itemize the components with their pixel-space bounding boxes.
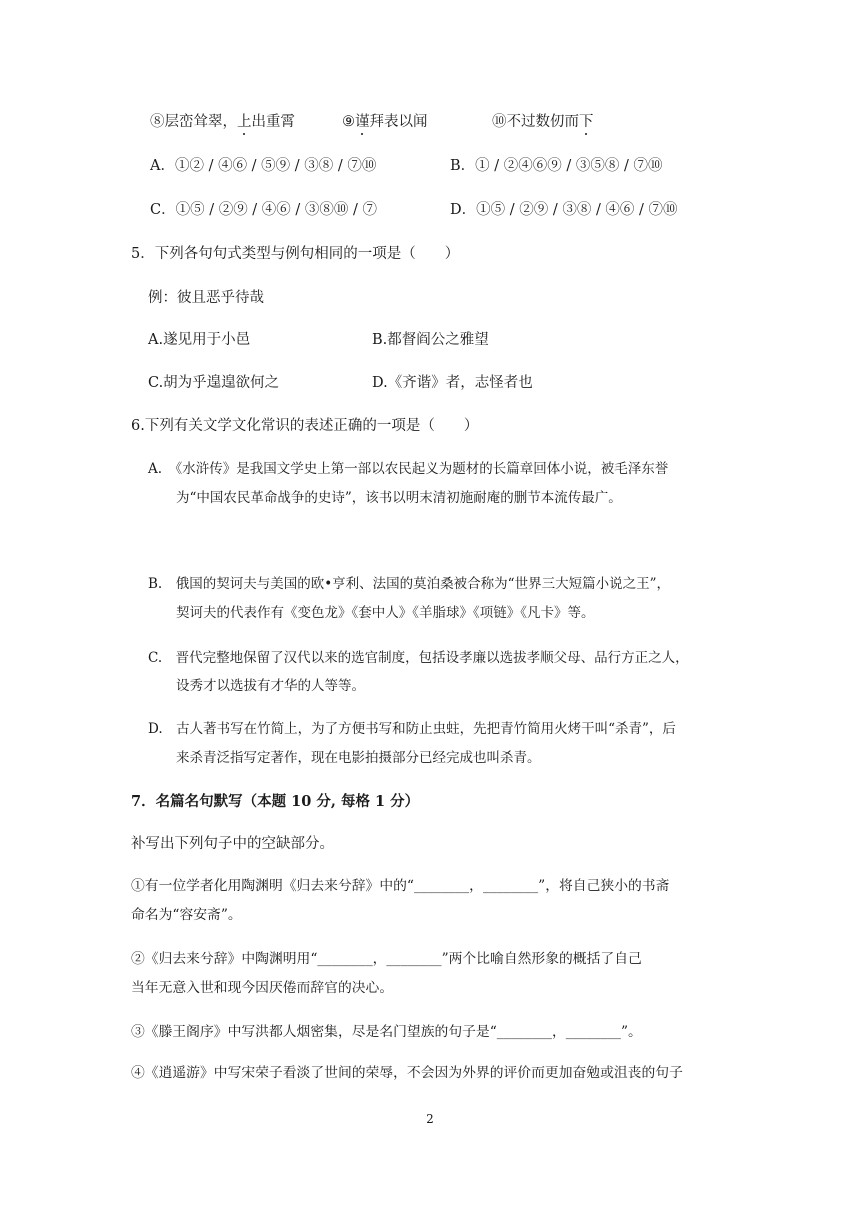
q6-option-b-line1: B. 俄国的契诃夫与美国的欧•亨利、法国的莫泊桑被合称为“世界三大短篇小说之王”， xyxy=(148,576,670,592)
q6-option-d-line2: 来杀青泛指写定著作，现在电影拍摄部分已经完成也叫杀青。 xyxy=(176,750,541,766)
page-number: 2 xyxy=(426,1112,434,1126)
q4-item-9: ⑨谨拜表以闻 xyxy=(342,114,428,130)
q5-option-b: B.都督阎公之雅望 xyxy=(372,332,489,348)
q6-stem: 6.下列有关文学文化常识的表述正确的一项是（ ） xyxy=(131,418,479,434)
q7-item-2-line2: 当年无意入世和现今因厌倦而辞官的决心。 xyxy=(131,980,394,996)
q4-option-b: B．① / ②④⑥⑨ / ③⑤⑧ / ⑦⑩ xyxy=(450,158,663,174)
q7-title: 7．名篇名句默写（本题 10 分, 每格 1 分） xyxy=(131,793,420,810)
q4-item-10: ⑩不过数仞而下 xyxy=(492,114,594,130)
q7-intro: 补写出下列句子中的空缺部分。 xyxy=(131,836,334,852)
q7-item-3: ③《滕王阁序》中写洪都人烟密集，尽是名门望族的句子是“________，________”。 xyxy=(131,1024,642,1040)
q7-item-4-line1: ④《逍遥游》中写宋荣子看淡了世间的荣辱，不会因为外界的评价而更加奋勉或沮丧的句子 xyxy=(131,1065,683,1081)
q4-option-d: D．①⑤ / ②⑨ / ③⑧ / ④⑥ / ⑦⑩ xyxy=(450,202,678,218)
q6-option-d-line1: D. 古人著书写在竹简上，为了方便书写和防止虫蛀，先把青竹简用火烤干叫“杀青”，后 xyxy=(148,721,676,737)
q7-item-1-line2: 命名为“容安斋”。 xyxy=(131,907,242,923)
q4-items-row xyxy=(150,112,770,132)
q7-item-1-line1: ①有一位学者化用陶渊明《归去来兮辞》中的“________，________”，将自己狭小的书斋 xyxy=(131,878,670,894)
q6-option-a-line1: A. 《水浒传》是我国文学史上第一部以农民起义为题材的长篇章回体小说，被毛泽东誉 xyxy=(148,461,669,477)
q5-example: 例：彼且恶乎待哉 xyxy=(148,290,264,306)
q5-option-c: C.胡为乎遑遑欲何之 xyxy=(148,375,280,391)
q6-option-c-line2: 设秀才以选拔有才华的人等等。 xyxy=(176,678,365,694)
q7-item-2-line1: ②《归去来兮辞》中陶渊明用“________，________”两个比喻自然形象的概括了自己 xyxy=(131,951,642,967)
q5-option-d: D.《齐谐》者，志怪者也 xyxy=(372,375,533,391)
q6-option-a-line2: 为“中国农民革命战争的史诗”，该书以明末清初施耐庵的删节本流传最广。 xyxy=(176,490,622,506)
q6-option-b-line2: 契诃夫的代表作有《变色龙》《套中人》《羊脂球》《项链》《凡卡》等。 xyxy=(176,605,595,621)
q6-option-c-line1: C. 晋代完整地保留了汉代以来的选官制度，包括设孝廉以选拔孝顺父母、品行方正之人， xyxy=(148,650,689,666)
q4-item-8: ⑧层峦耸翠，上出重霄 xyxy=(150,114,295,130)
q5-stem: 5．下列各句句式类型与例句相同的一项是（ ） xyxy=(131,246,460,262)
q5-option-a: A.遂见用于小邑 xyxy=(148,332,251,348)
q4-option-c: C．①⑤ / ②⑨ / ④⑥ / ③⑧⑩ / ⑦ xyxy=(150,202,378,218)
q4-option-a: A．①② / ④⑥ / ⑤⑨ / ③⑧ / ⑦⑩ xyxy=(150,158,377,174)
